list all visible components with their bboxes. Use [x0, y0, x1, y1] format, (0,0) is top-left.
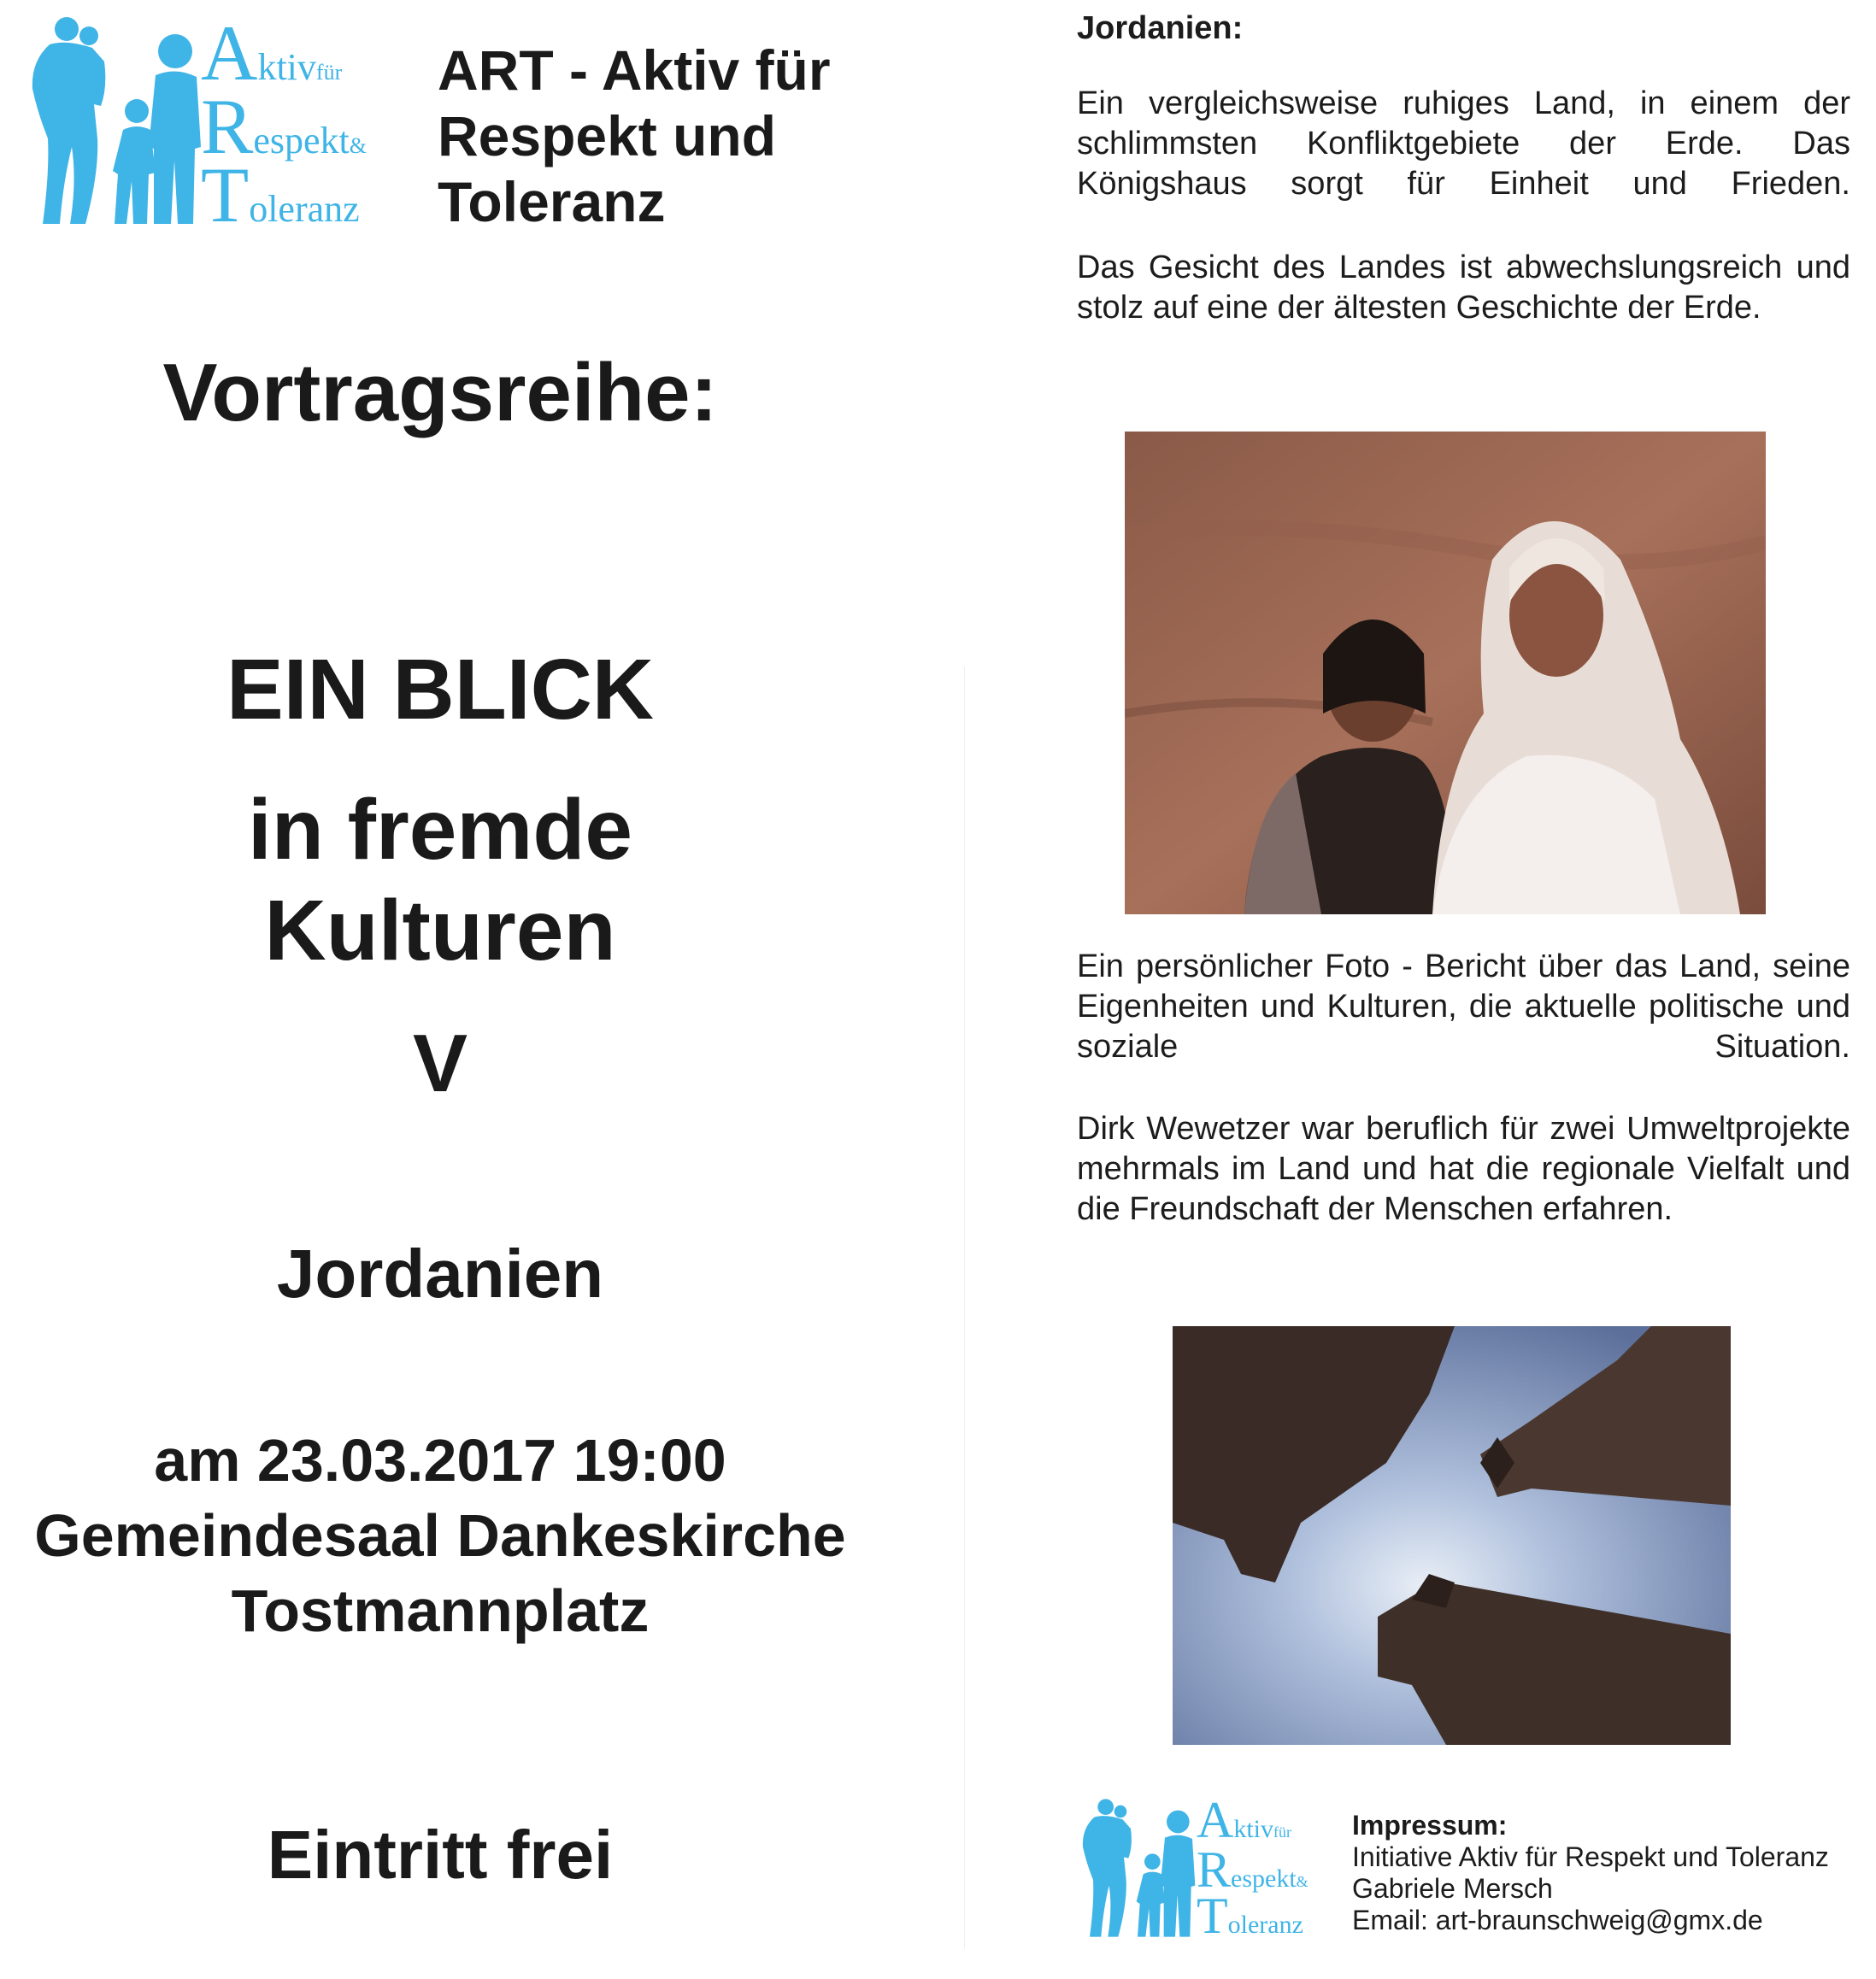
logo-letter-a: A: [201, 9, 258, 97]
logo-letter-t: T: [1197, 1888, 1228, 1944]
report-description-paragraph: Ein persönlicher Foto - Bericht über das Land, seine Eigenheiten und Kulturen, die aktuelle politische und soziale Situation.: [1077, 948, 1850, 1065]
organization-title: ART - Aktiv für Respekt und Toleranz: [438, 38, 831, 233]
flyer-back: [957, 0, 1876, 1979]
event-place: Tostmannplatz: [231, 1577, 650, 1644]
admission-note: Eintritt frei: [267, 1817, 614, 1893]
country-title: Jordanien: [276, 1236, 604, 1312]
logo-word-fuer: für: [1273, 1823, 1292, 1841]
series-label: Vortragsreihe:: [162, 347, 718, 438]
impressum-organization: Initiative Aktiv für Respekt und Toleranz: [1352, 1841, 1829, 1872]
family-silhouette-icon: [26, 10, 201, 228]
impressum: [1352, 1810, 1829, 1936]
event-details: [0, 1423, 880, 1648]
logo-word-fuer: für: [315, 60, 343, 85]
intro-paragraph: Ein vergleichsweise ruhiges Land, in einem der schlimmsten Konfliktgebiete der Erde. Das Königshaus sorgt für Einheit und Frieden.: [1077, 85, 1850, 202]
logo-letter-t: T: [201, 151, 250, 238]
logo-letter-r: R: [201, 83, 254, 170]
headline-fremde-kulturen: in fremde Kulturen: [247, 782, 633, 978]
logo-letter-a: A: [1197, 1792, 1234, 1848]
headline-ein-blick: EIN BLICK: [226, 642, 654, 737]
event-date-time: am 23.03.2017 19:00: [154, 1427, 726, 1494]
speaker-paragraph: Dirk Wewetzer war beruflich für zwei Umweltprojekte mehrmals im Land und hat die regionale Vielfalt und die Freundschaft der Menschen erfahren.: [1077, 1111, 1850, 1227]
series-part-number: V: [412, 1018, 468, 1109]
logo-word-aktiv: ktiv: [257, 46, 316, 88]
logo-letter-r: R: [1197, 1841, 1232, 1898]
logo-ampersand: &: [1296, 1873, 1308, 1890]
event-venue: Gemeindesaal Dankeskirche: [34, 1502, 846, 1569]
art-logo-small: [1077, 1794, 1333, 1948]
photo-roman-columns: [1173, 1326, 1731, 1745]
impressum-email: Email: art-braunschweig@gmx.de: [1352, 1905, 1763, 1935]
art-logo: [26, 9, 419, 238]
logo-word-toleranz: oleranz: [1227, 1911, 1303, 1939]
section-heading: Jordanien:: [1077, 10, 1244, 46]
country-description-paragraph: Das Gesicht des Landes ist abwechslungsreich und stolz auf eine der ältesten Geschichte der Erde.: [1077, 250, 1850, 326]
impressum-contact-name: Gabriele Mersch: [1352, 1873, 1553, 1904]
impressum-heading: Impressum:: [1352, 1810, 1508, 1841]
logo-ampersand: &: [349, 133, 368, 158]
logo-word-respekt: espekt: [1231, 1864, 1297, 1893]
logo-word-respekt: espekt: [253, 120, 350, 161]
logo-word-aktiv: ktiv: [1233, 1815, 1274, 1843]
family-silhouette-icon: [1077, 1794, 1197, 1940]
photo-two-girls: [1125, 432, 1766, 914]
logo-word-toleranz: oleranz: [249, 188, 360, 230]
